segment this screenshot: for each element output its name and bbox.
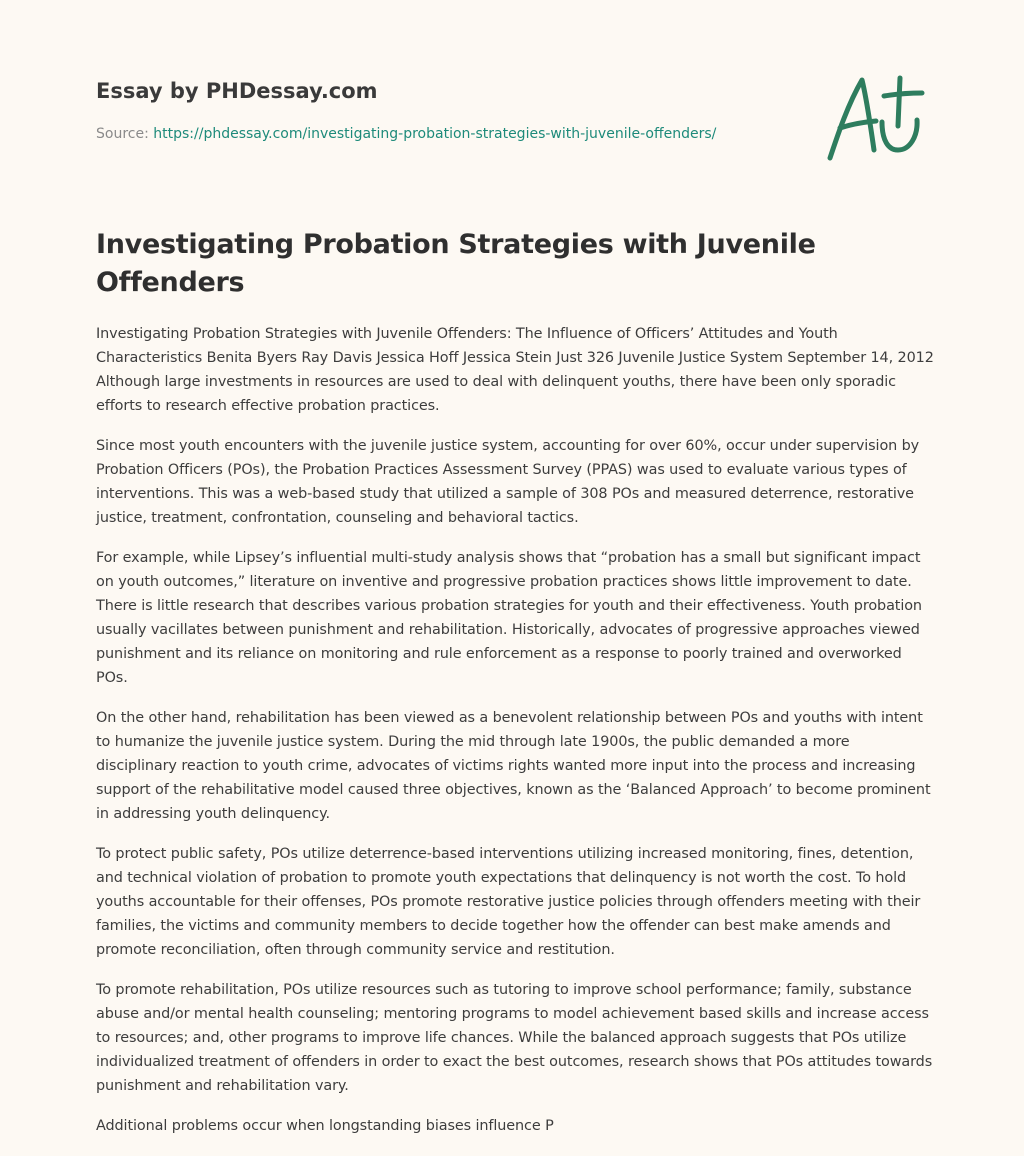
essay-paragraph: On the other hand, rehabilitation has been viewed as a benevolent relationship between POs and youths with intent to humanize the juvenile justice system. During the mid through late 1900s, the public demanded a more disciplinary reaction to youth crime, advocates of victims rights wanted more input into the process and increasing support of the rehabilitative model caused three objectives, known as the ‘Balanced Approach’ to become prominent in addressing youth delinquency. bbox=[96, 710, 931, 822]
essay-title: Investigating Probation Strategies with Juvenile Offenders bbox=[96, 229, 816, 298]
essay-paragraph: Investigating Probation Strategies with Juvenile Offenders: The Influence of Officers’ Attitudes and Youth Characteristics Benita Byers Ray Davis Jessica Hoff Jessica Stein Just 326 Juvenile Justice System September 14, 2012 Although large investments in resources are used to deal with delinquent youths, there have been only sporadic efforts to research effective probation practices. bbox=[96, 326, 934, 414]
essay-paragraph: To promote rehabilitation, POs utilize resources such as tutoring to improve school performance; family, substance abuse and/or mental health counseling; mentoring programs to model achievement based skills and increase access to resources; and, other programs to improve life chances. While the balanced approach suggests that POs utilize individualized treatment of offenders in order to exact the best outcomes, research shows that POs attitudes towards punishment and rehabilitation vary. bbox=[96, 982, 933, 1094]
essay-paragraph: For example, while Lipsey’s influential multi-study analysis shows that “probation has a small but significant impact on youth outcomes,” literature on inventive and progressive probation practices shows little improvement to date. There is little research that describes various probation strategies for youth and their effectiveness. Youth probation usually vacillates between punishment and rehabilitation. Historically, advocates of progressive approaches viewed punishment and its reliance on monitoring and rule enforcement as a response to poorly trained and overworked POs. bbox=[96, 550, 922, 686]
source-line bbox=[96, 124, 796, 144]
a-plus-grade-icon bbox=[818, 66, 930, 166]
essay-paragraph: Additional problems occur when longstanding biases influence P bbox=[96, 1118, 554, 1134]
site-name: Essay by PHDessay.com bbox=[96, 79, 378, 103]
essay-paragraph: To protect public safety, POs utilize deterrence-based interventions utilizing increased monitoring, fines, detention, and technical violation of probation to promote youth expectations that delinquency is not worth the cost. To hold youths accountable for their offenses, POs promote restorative justice policies through offenders meeting with their families, the victims and community members to decide together how the offender can best make amends and promote reconciliation, often through community service and restitution. bbox=[96, 846, 921, 958]
source-link[interactable]: https://phdessay.com/investigating-probation-strategies-with-juvenile-offenders/ bbox=[153, 126, 717, 142]
essay-paragraph: Since most youth encounters with the juvenile justice system, accounting for over 60%, occur under supervision by Probation Officers (POs), the Probation Practices Assessment Survey (PPAS) was used to evaluate various types of interventions. This was a web-based study that utilized a sample of 308 POs and measured deterrence, restorative justice, treatment, confrontation, counseling and behavioral tactics. bbox=[96, 438, 920, 526]
source-label: Source: bbox=[96, 126, 154, 142]
essay-content bbox=[96, 226, 934, 1154]
essay-header bbox=[96, 78, 796, 144]
